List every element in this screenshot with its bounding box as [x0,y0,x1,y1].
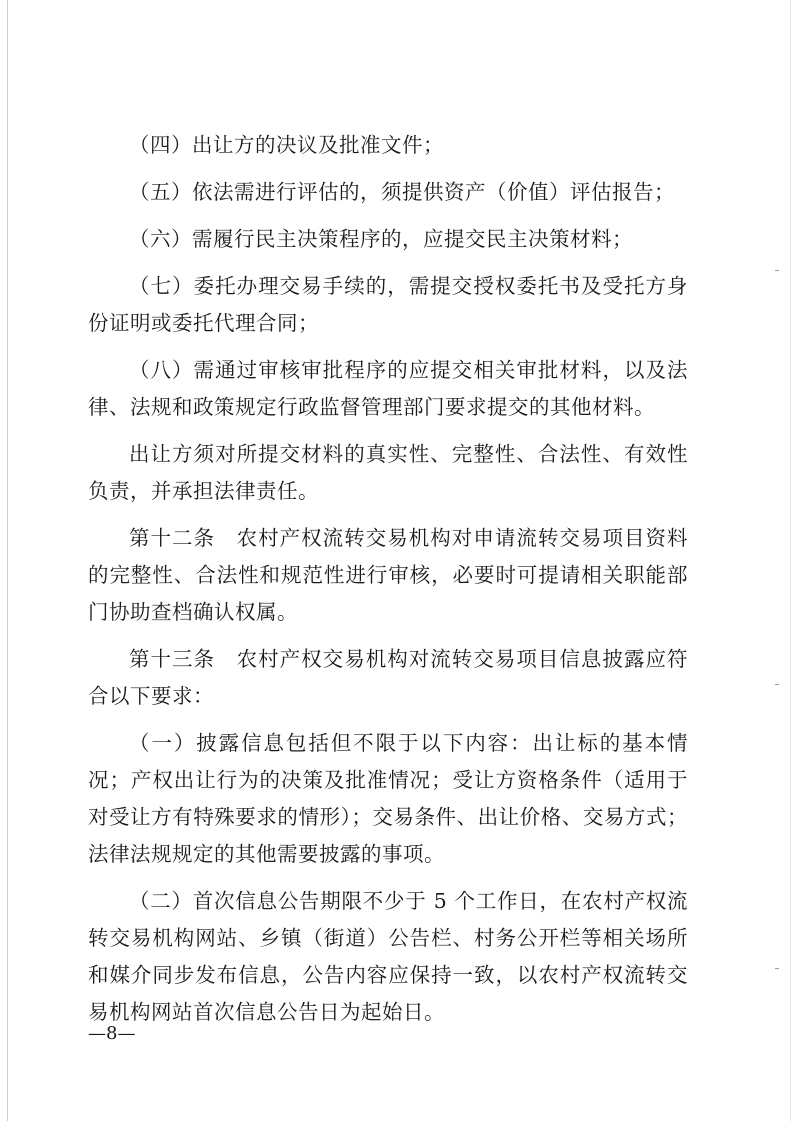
clause-item-7: （七）委托办理交易手续的，需提交授权委托书及受托方身份证明或委托代理合同； [88,274,688,335]
document-body [88,127,688,1031]
clause-item-5: （五）依法需进行评估的，须提供资产（价值）评估报告； [129,180,675,204]
page-right-edge [790,0,791,1121]
clause-item-8: （八）需通过审核审批程序的应提交相关审批材料，以及法律、法规和政策规定行政监督管理部门要求提交的其他材料。 [88,358,688,419]
disclosure-item-2: （二）首次信息公告期限不少于 5 个工作日，在农村产权流转交易机构网站、乡镇（街道）公告栏、村务公开栏等相关场所和媒介同步发布信息，公告内容应保持一致，以农村产权流转交易机构网站首次信息公告日为起始日。 [88,889,688,1024]
page-number: —8— [88,1023,136,1044]
article-13: 第十三条 农村产权交易机构对流转交易项目信息披露应符合以下要求： [88,647,688,708]
margin-tick-mark [775,684,779,685]
article-12: 第十二条 农村产权流转交易机构对申请流转交易项目资料的完整性、合法性和规范性进行审核，必要时可提请相关职能部门协助查档确认权属。 [88,526,688,624]
clause-item-6: （六）需履行民主决策程序的，应提交民主决策材料； [129,227,633,251]
responsibility-paragraph: 出让方须对所提交材料的真实性、完整性、合法性、有效性负责，并承担法律责任。 [88,442,688,503]
margin-tick-mark [775,270,779,271]
margin-tick-mark [775,968,779,969]
page-left-edge [7,0,8,1121]
clause-item-4: （四）出让方的决议及批准文件； [129,133,444,157]
disclosure-item-1: （一）披露信息包括但不限于以下内容：出让标的基本情况；产权出让行为的决策及批准情况；受让方资格条件（适用于对受让方有特殊要求的情形）；交易条件、出让价格、交易方式；法律法规规定的其他需要披露的事项。 [88,731,688,866]
